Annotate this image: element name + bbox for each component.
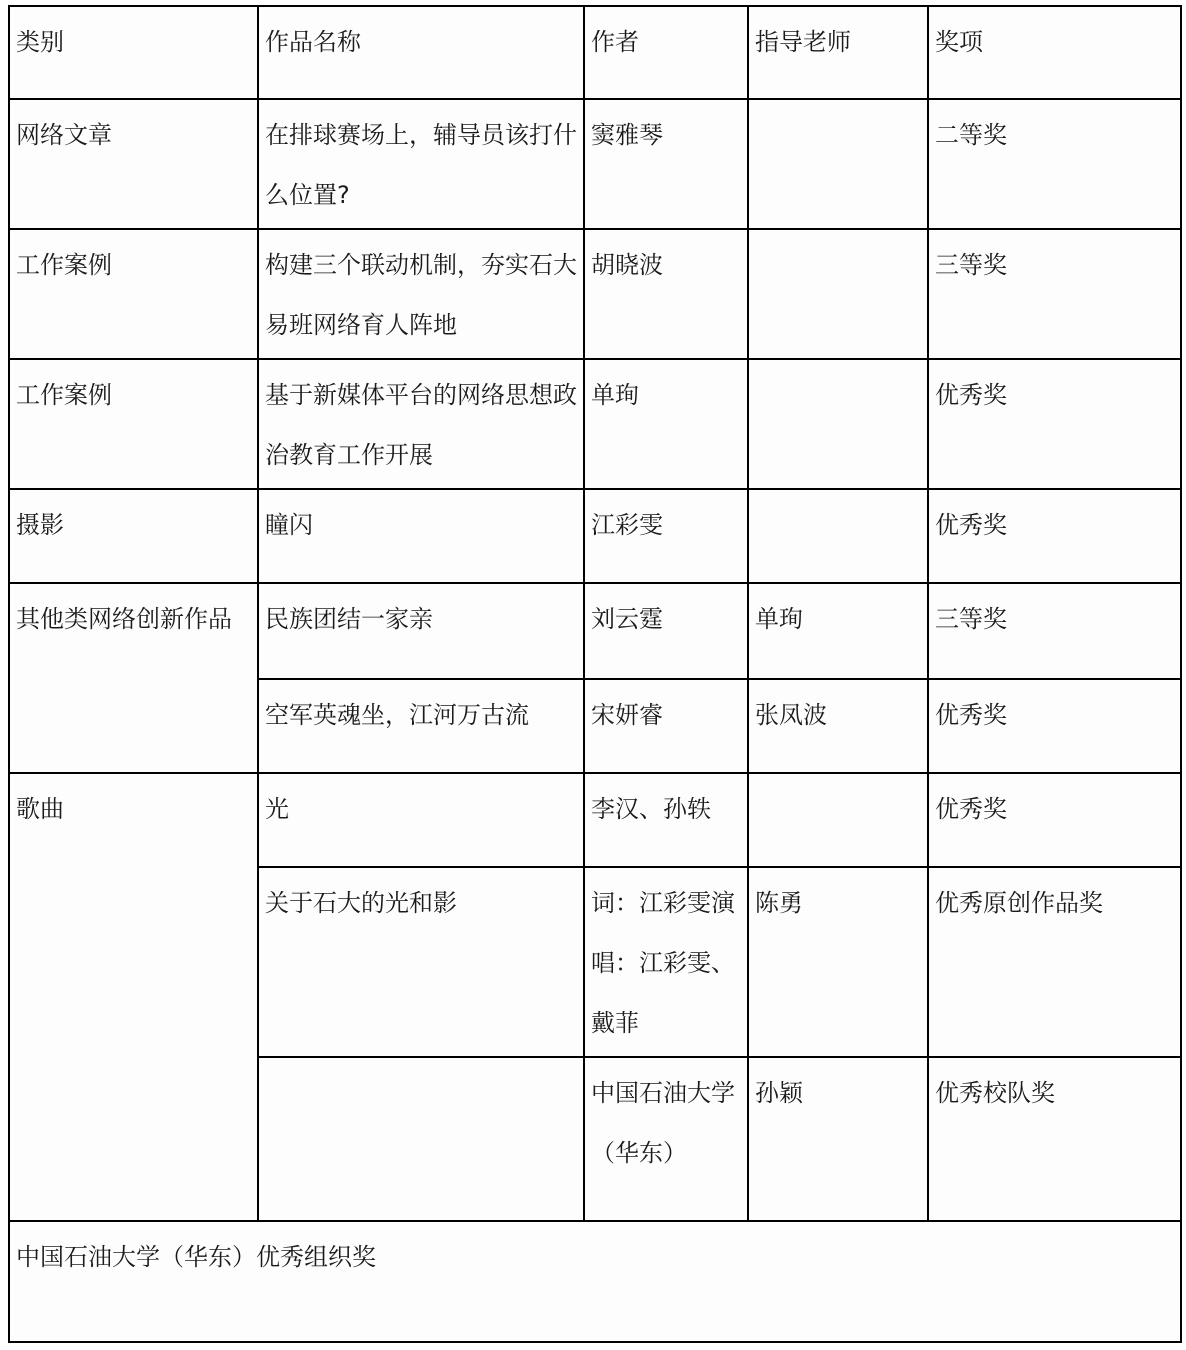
table-row [9, 489, 1181, 583]
cell-author: 词：江彩雯演唱：江彩雯、戴菲 [584, 867, 748, 1057]
cell-advisor [748, 489, 928, 583]
cell-category: 网络文章 [9, 99, 258, 229]
header-author: 作者 [584, 6, 748, 99]
cell-advisor: 陈勇 [748, 867, 928, 1057]
header-advisor: 指导老师 [748, 6, 928, 99]
cell-title [258, 1057, 584, 1221]
table-row [9, 229, 1181, 359]
table-footer-row [9, 1221, 1181, 1342]
cell-advisor: 单珣 [748, 583, 928, 679]
awards-table [8, 5, 1182, 1343]
header-category: 类别 [9, 6, 258, 99]
cell-title: 关于石大的光和影 [258, 867, 584, 1057]
cell-title: 瞳闪 [258, 489, 584, 583]
cell-award: 优秀奖 [928, 679, 1181, 773]
cell-category: 工作案例 [9, 229, 258, 359]
cell-advisor: 孙颖 [748, 1057, 928, 1221]
cell-author: 胡晓波 [584, 229, 748, 359]
cell-author: 李汉、孙轶 [584, 773, 748, 867]
cell-title: 空军英魂坐，江河万古流 [258, 679, 584, 773]
cell-author: 江彩雯 [584, 489, 748, 583]
cell-category: 其他类网络创新作品 [9, 583, 258, 773]
cell-award: 三等奖 [928, 583, 1181, 679]
header-title: 作品名称 [258, 6, 584, 99]
cell-title: 光 [258, 773, 584, 867]
cell-title: 民族团结一家亲 [258, 583, 584, 679]
cell-award: 优秀原创作品奖 [928, 867, 1181, 1057]
cell-advisor [748, 359, 928, 489]
cell-advisor [748, 773, 928, 867]
cell-award: 三等奖 [928, 229, 1181, 359]
cell-category: 工作案例 [9, 359, 258, 489]
cell-award: 优秀奖 [928, 773, 1181, 867]
cell-author: 中国石油大学（华东） [584, 1057, 748, 1221]
cell-author: 刘云霆 [584, 583, 748, 679]
cell-advisor [748, 99, 928, 229]
cell-title: 在排球赛场上，辅导员该打什么位置? [258, 99, 584, 229]
header-award: 奖项 [928, 6, 1181, 99]
cell-author: 单珣 [584, 359, 748, 489]
footer-award: 中国石油大学（华东）优秀组织奖 [9, 1221, 1181, 1342]
cell-category: 歌曲 [9, 773, 258, 1221]
cell-title: 构建三个联动机制，夯实石大易班网络育人阵地 [258, 229, 584, 359]
cell-advisor: 张凤波 [748, 679, 928, 773]
cell-category: 摄影 [9, 489, 258, 583]
cell-award: 二等奖 [928, 99, 1181, 229]
cell-advisor [748, 229, 928, 359]
cell-award: 优秀校队奖 [928, 1057, 1181, 1221]
cell-author: 宋妍睿 [584, 679, 748, 773]
table-row [9, 773, 1181, 867]
table-header-row [9, 6, 1181, 99]
table-row [9, 359, 1181, 489]
cell-award: 优秀奖 [928, 489, 1181, 583]
table-row [9, 99, 1181, 229]
cell-title: 基于新媒体平台的网络思想政治教育工作开展 [258, 359, 584, 489]
cell-award: 优秀奖 [928, 359, 1181, 489]
table-row [9, 583, 1181, 679]
cell-author: 窦雅琴 [584, 99, 748, 229]
